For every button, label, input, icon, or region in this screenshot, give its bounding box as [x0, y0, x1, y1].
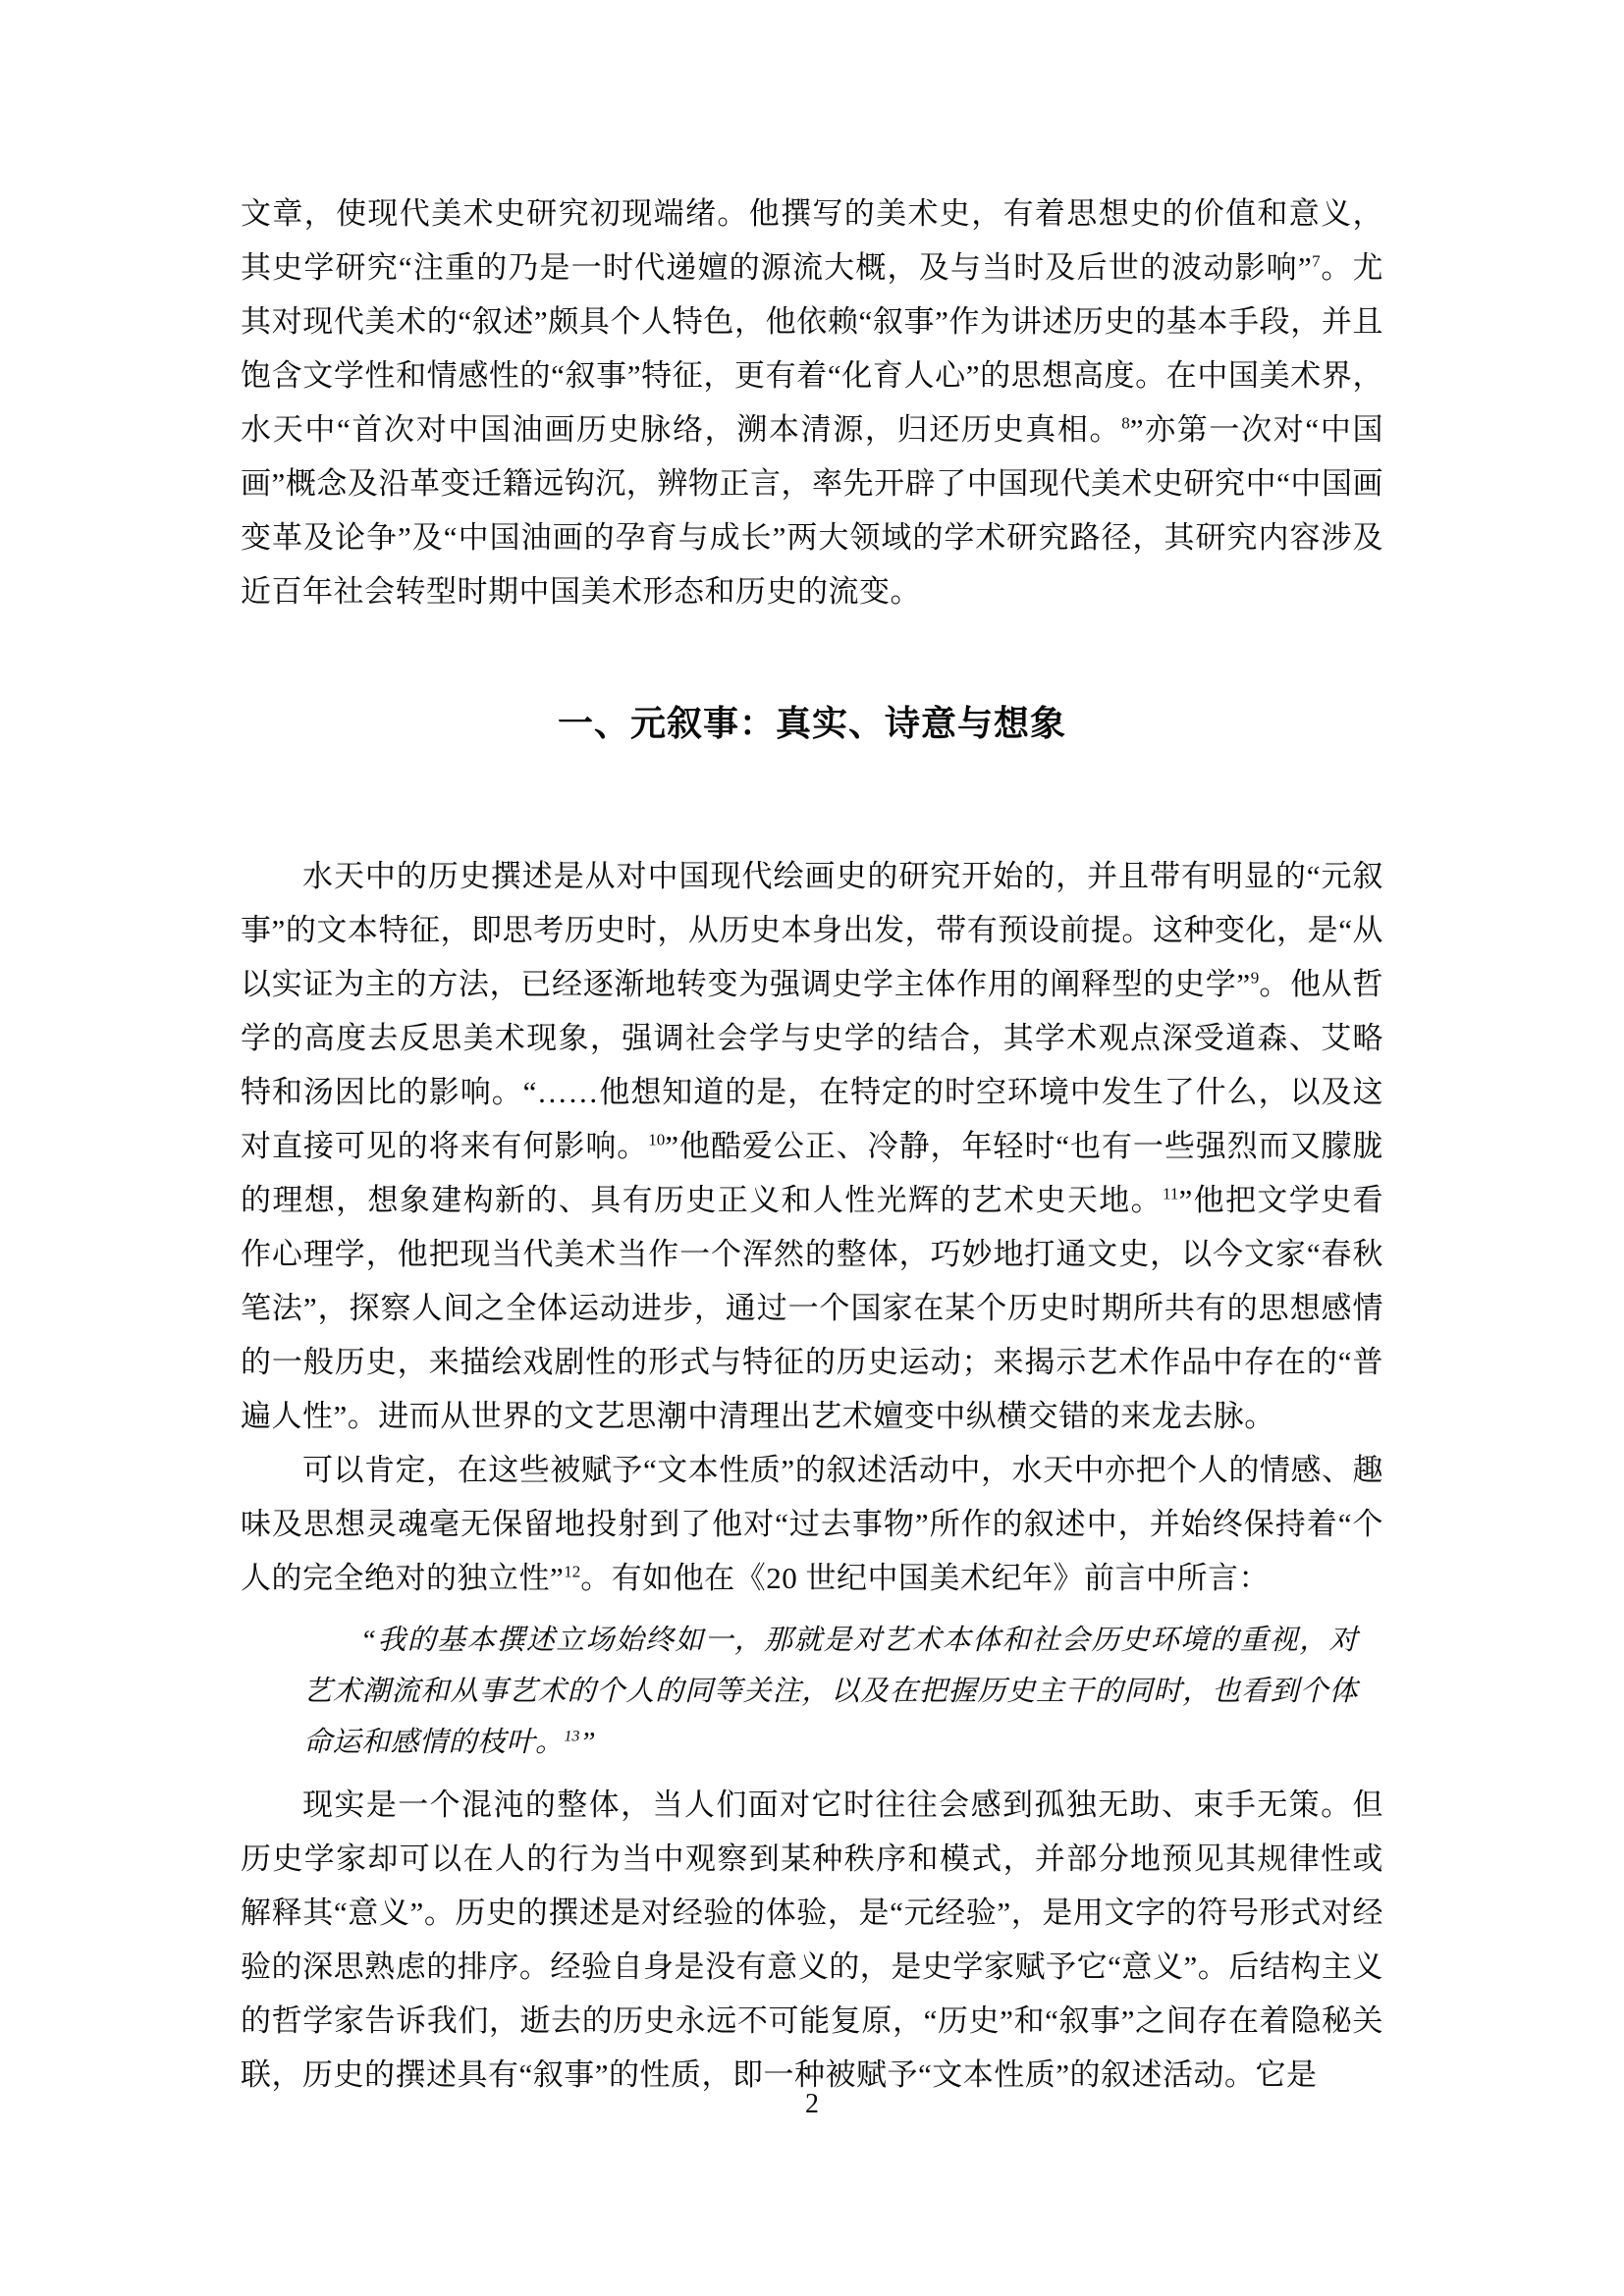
section-heading: 一、元叙事：真实、诗意与想象	[557, 704, 1066, 743]
block-quote: “我的基本撰述立场始终如一，那就是对艺术本体和社会历史环境的重视，对艺术潮流和从事艺术的个人的同等关注，以及在把握历史主干的同时，也看到个体命运和感情的枝叶。$^{13}$”	[303, 1625, 1358, 1758]
paragraph-reality-chaos: 现实是一个混沌的整体，当人们面对它时往往会感到孤独无助、束手无策。但历史学家却可以在人的行为当中观察到某种秩序和模式，并部分地预见其规律性或解释其“意义”。历史的撰述是对经验的体验，是“元经验”，是用文字的符号形式对经验的深思熟虑的排序。经验自身是没有意义的，是史学家赋予它“意义”。后结构主义的哲学家告诉我们，逝去的历史永远不可能复原，“历史”和“叙事”之间存在着隐秘关联，历史的撰述具有“叙事”的性质，即一种被赋予“文本性质”的叙述活动。它是	[241, 1788, 1383, 2092]
footnote-ref: 8	[1121, 413, 1130, 433]
footnote-ref: 12	[564, 1562, 581, 1581]
footnote-ref: 13	[564, 1728, 580, 1745]
paragraph-meta-narrative: 水天中的历史撰述是从对中国现代绘画史的研究开始的，并且带有明显的“元叙事”的文本特征，即思考历史时，从历史本身出发，带有预设前提。这种变化，是“从以实证为主的方法，已经逐渐地转变为强调史学主体作用的阐释型的史学”$^9$。他从哲学的高度去反思美术现象，强调社会学与史学的结合，其学术观点深受道森、艾略特和汤因比的影响。“……他想知道的是，在特定的时空环境中发生了什么，以及这对直接可见的将来有何影响。$^{10}$”他酷爱公正、冷静，年轻时“也有一些强烈而又朦胧的理想，想象建构新的、具有历史正义和人性光辉的艺术史天地。$^{11}$”他把文学史看作心理学，他把现当代美术当作一个浑然的整体，巧妙地打通文史，以今文家“春秋笔法”，探察人间之全体运动进步，通过一个国家在某个历史时期所共有的思想感情的一般历史，来描绘戏剧性的形式与特征的历史运动；来揭示艺术作品中存在的“普遍人性”。进而从世界的文艺思潮中清理出艺术嬗变中纵横交错的来龙去脉。	[241, 859, 1384, 1433]
page-number: 2	[805, 2089, 819, 2119]
paragraph-personal-projection: 可以肯定，在这些被赋予“文本性质”的叙述活动中，水天中亦把个人的情感、趣味及思想灵魂毫无保留地投射到了他对“过去事物”所作的叙述中，并始终保持着“个人的完全绝对的独立性”$^{12}$。有如他在《20 世纪中国美术纪年》前言中所言：	[241, 1453, 1383, 1595]
footnote-ref: 9	[1250, 968, 1260, 988]
text-content	[241, 0, 1383, 2102]
footnote-ref: 11	[1163, 1184, 1179, 1203]
footnote-ref: 7	[1312, 251, 1321, 271]
paragraph-continuation: 文章，使现代美术史研究初现端绪。他撰写的美术史，有着思想史的价值和意义，其史学研究“注重的乃是一时代递嬗的源流大概，及与当时及后世的波动影响”$^7$。尤其对现代美术的“叙述”颇具个人特色，他依赖“叙事”作为讲述历史的基本手段，并且饱含文学性和情感性的“叙事”特征，更有着“化育人心”的思想高度。在中国美术界，水天中“首次对中国油画历史脉络，溯本清源，归还历史真相。$^8$”亦第一次对“中国画”概念及沿革变迁籍远钩沉，辨物正言，率先开辟了中国现代美术史研究中“中国画变革及论争”及“中国油画的孕育与成长”两大领域的学术研究路径，其研究内容涉及近百年社会转型时期中国美术形态和历史的流变。	[241, 196, 1383, 609]
footnote-ref: 10	[648, 1130, 666, 1149]
